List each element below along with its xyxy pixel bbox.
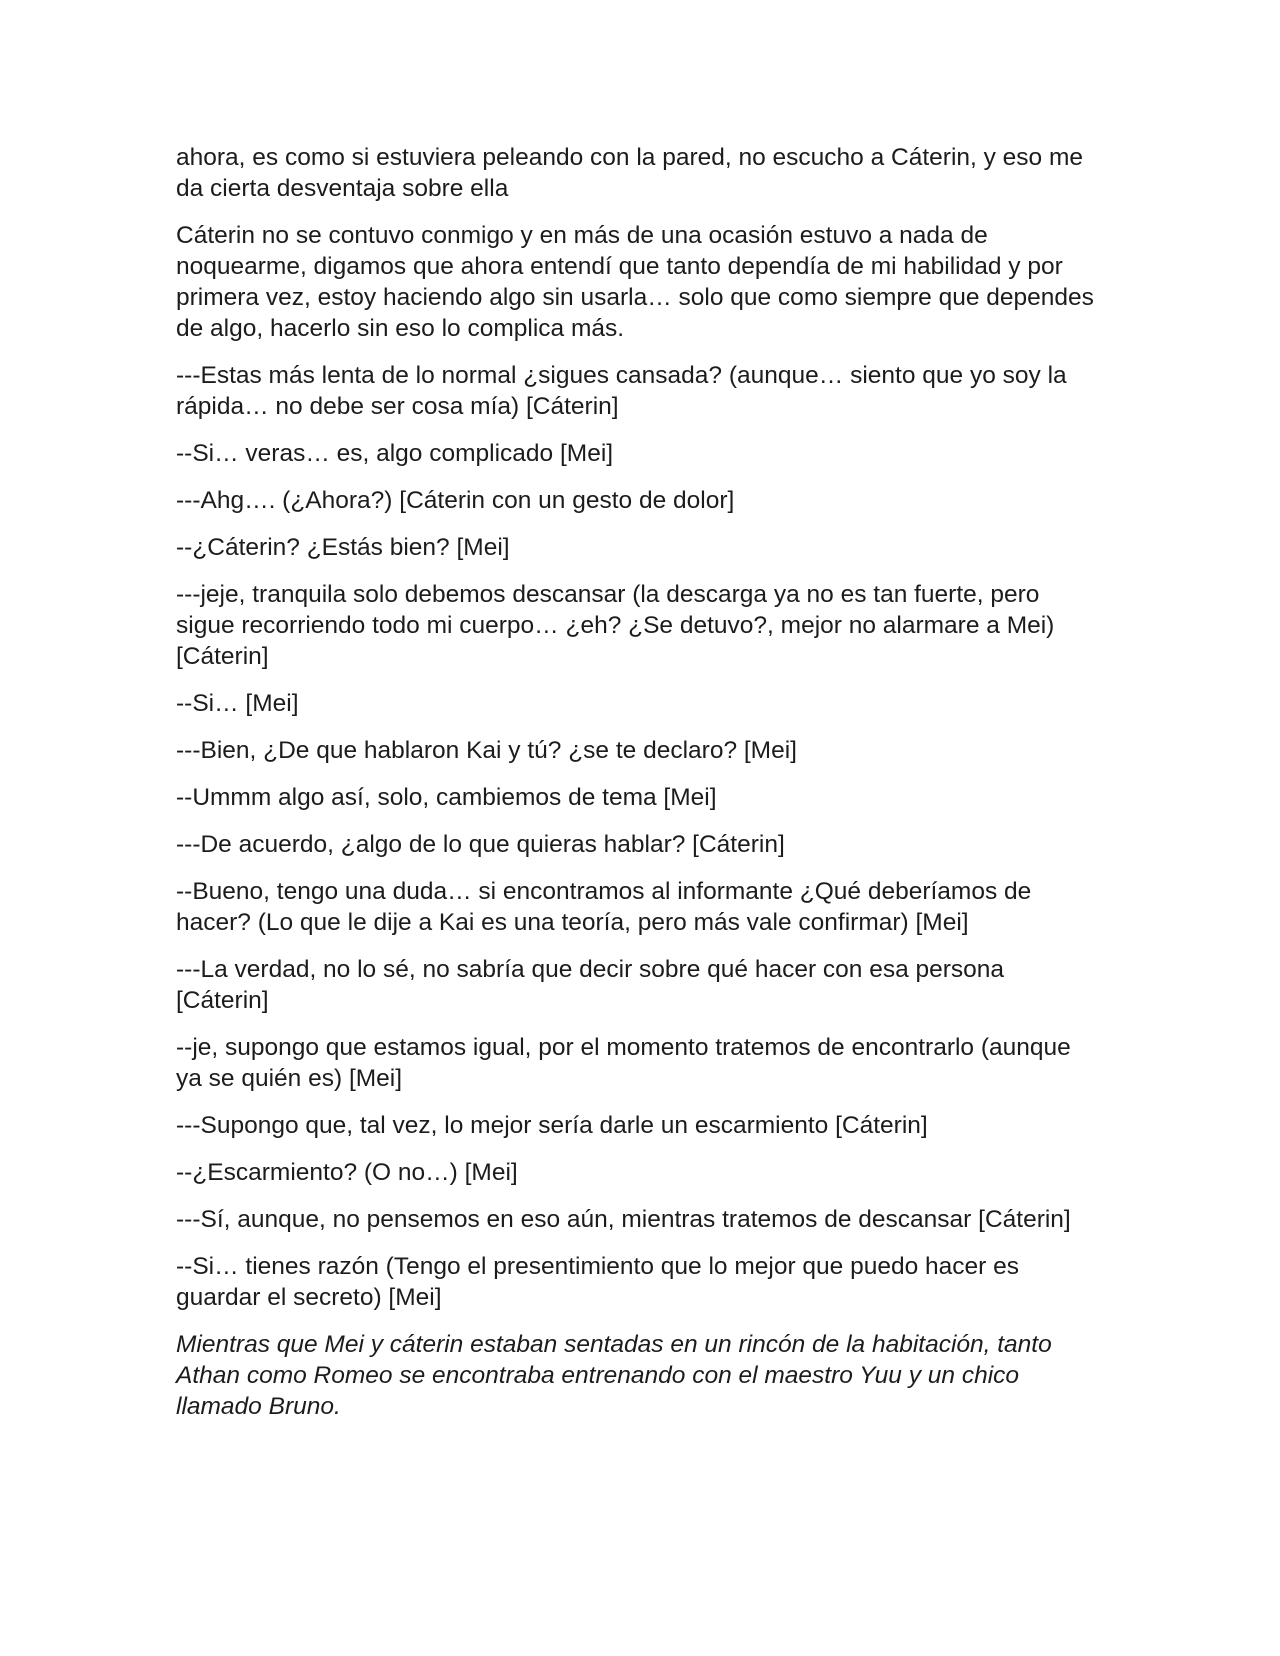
dialogue-line: ---Supongo que, tal vez, lo mejor sería darle un escarmiento [Cáterin] [176,1112,928,1139]
dialogue-line: ---La verdad, no lo sé, no sabría que decir sobre qué hacer con esa persona [Cáterin] [176,956,1005,1014]
dialogue-line: --¿Cáterin? ¿Estás bien? [Mei] [176,534,510,561]
paragraph: Cáterin no se contuvo conmigo y en más de una ocasión estuvo a nada de noquearme, digamos que ahora entendí que tanto dependía de mi habilidad y por primera vez, estoy haciendo algo sin usarla… solo que como siempre que dependes de algo, hacerlo sin eso lo complica más. [176,222,1094,342]
dialogue-line: ---Bien, ¿De que hablaron Kai y tú? ¿se te declaro? [Mei] [176,737,797,764]
dialogue-line: ---Ahg…. (¿Ahora?) [Cáterin con un gesto de dolor] [176,487,735,514]
paragraph: ahora, es como si estuviera peleando con la pared, no escucho a Cáterin, y eso me da cierta desventaja sobre ella [176,144,1084,202]
narration-paragraph: Mientras que Mei y cáterin estaban sentadas en un rincón de la habitación, tanto Athan como Romeo se encontraba entrenando con el maestro Yuu y un chico llamado Bruno. [176,1331,1052,1420]
dialogue-line: --je, supongo que estamos igual, por el momento tratemos de encontrarlo (aunque ya se quién es) [Mei] [176,1034,1071,1092]
dialogue-line: ---Sí, aunque, no pensemos en eso aún, mientras tratemos de descansar [Cáterin] [176,1206,1071,1233]
dialogue-line: ---De acuerdo, ¿algo de lo que quieras hablar? [Cáterin] [176,831,785,858]
document-page [176,142,1100,1438]
dialogue-line: ---jeje, tranquila solo debemos descansar (la descarga ya no es tan fuerte, pero sigue recorriendo todo mi cuerpo… ¿eh? ¿Se detuvo?, mejor no alarmare a Mei) [Cáterin] [176,581,1055,670]
dialogue-line: --Si… tienes razón (Tengo el presentimiento que lo mejor que puedo hacer es guardar el secreto) [Mei] [176,1253,1020,1311]
dialogue-line: --¿Escarmiento? (O no…) [Mei] [176,1159,518,1186]
dialogue-line: --Si… veras… es, algo complicado [Mei] [176,440,614,467]
dialogue-line: ---Estas más lenta de lo normal ¿sigues cansada? (aunque… siento que yo soy la rápida… no debe ser cosa mía) [Cáterin] [176,362,1067,420]
dialogue-line: --Si… [Mei] [176,690,299,717]
dialogue-line: --Bueno, tengo una duda… si encontramos al informante ¿Qué deberíamos de hacer? (Lo que le dije a Kai es una teoría, pero más vale confirmar) [Mei] [176,878,1032,936]
dialogue-line: --Ummm algo así, solo, cambiemos de tema [Mei] [176,784,717,811]
